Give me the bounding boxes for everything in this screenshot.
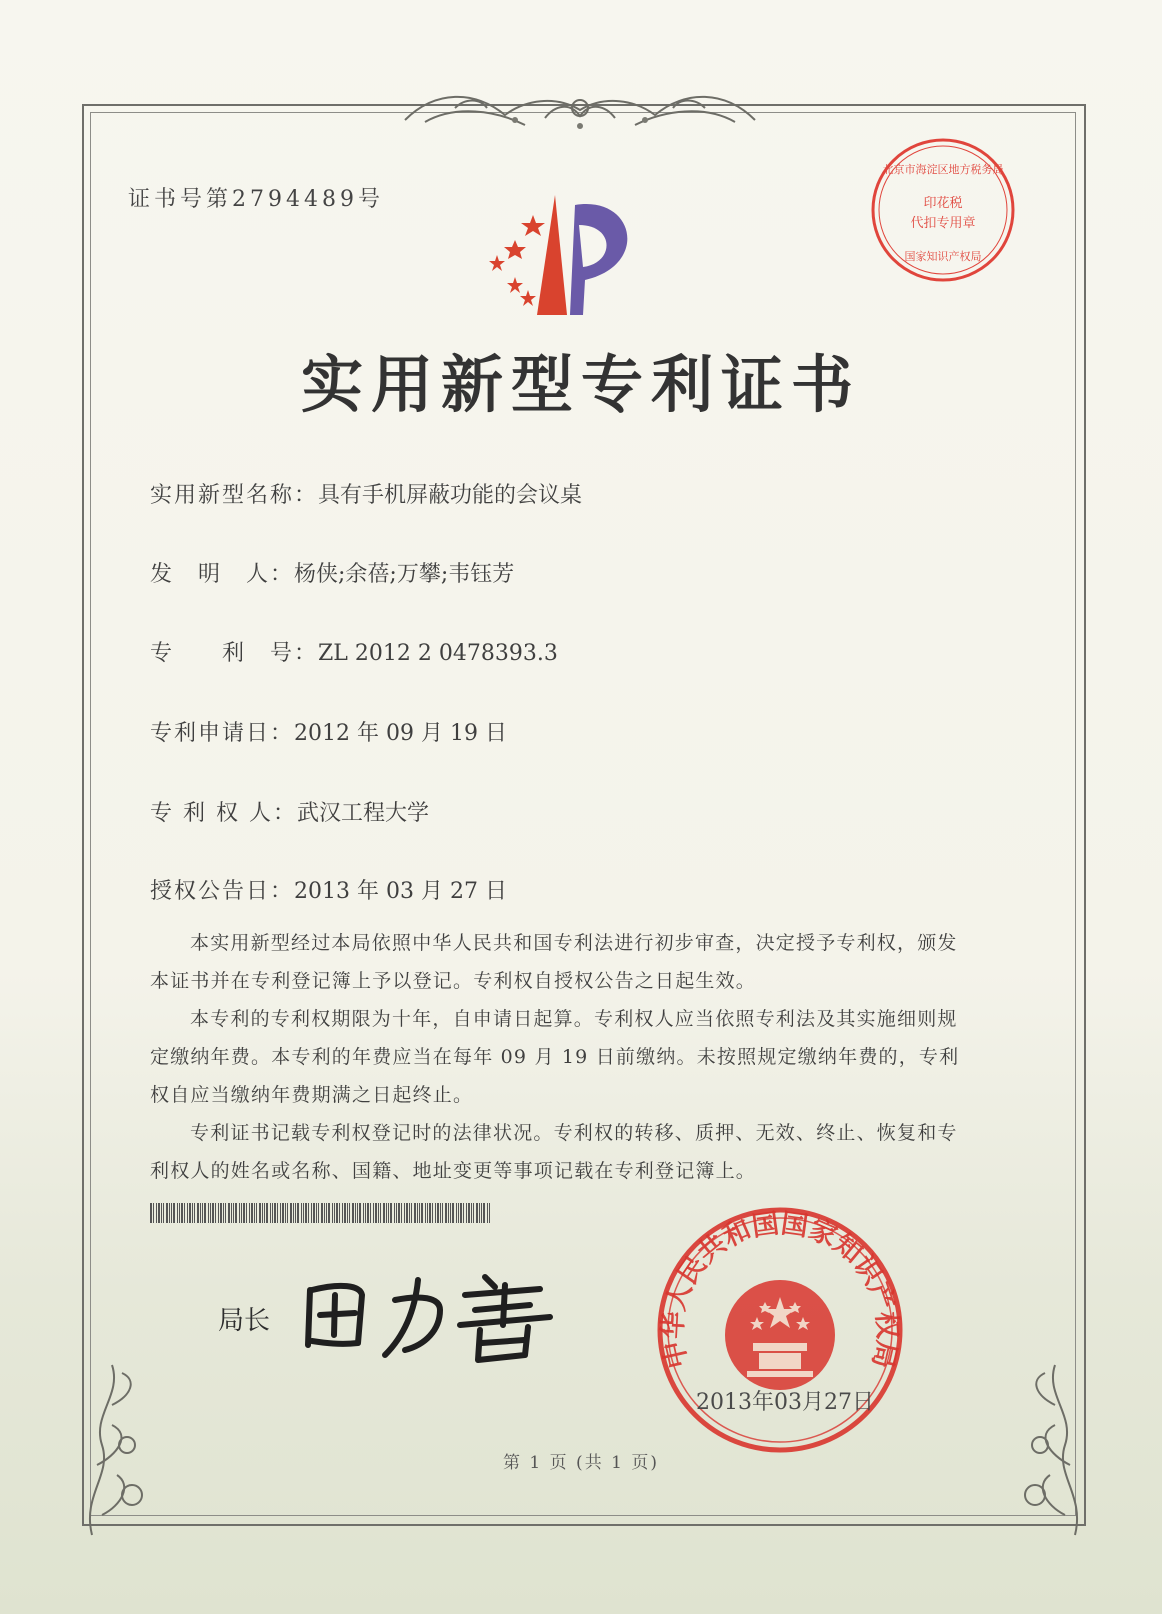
barcode-bar (394, 1203, 395, 1223)
barcode-bar (367, 1203, 369, 1223)
barcode-bar (254, 1203, 255, 1223)
barcode-bar (406, 1203, 408, 1223)
barcode-bar (311, 1203, 312, 1223)
field-value: 2012 年 09 月 19 日 (294, 721, 507, 746)
barcode-bar (274, 1203, 276, 1223)
barcode-bar (442, 1203, 443, 1223)
body-paragraph: 专利证书记载专利权登记时的法律状况。专利权的转移、质押、无效、终止、恢复和专利权人的姓名或名称、国籍、地址变更等事项记载在专利登记簿上。 (150, 1122, 958, 1182)
barcode-bar (189, 1203, 191, 1223)
barcode-bar (349, 1203, 350, 1223)
barcode-bar (287, 1203, 288, 1223)
barcode (150, 1203, 490, 1223)
barcode-bar (233, 1203, 234, 1223)
barcode-bar (197, 1203, 199, 1223)
barcode-bar (452, 1203, 454, 1223)
barcode-bar (429, 1203, 431, 1223)
barcode-bar (169, 1203, 170, 1223)
barcode-bar (401, 1203, 402, 1223)
barcode-bar (301, 1203, 302, 1223)
certificate-number: 证书号第2794489号 (128, 187, 384, 212)
barcode-bar (332, 1203, 333, 1223)
grant-date-field (150, 874, 507, 905)
barcode-bar (308, 1203, 309, 1223)
barcode-bar (313, 1203, 315, 1223)
barcode-bar (161, 1203, 162, 1223)
director-signature (290, 1255, 570, 1365)
barcode-bar (277, 1203, 278, 1223)
barcode-bar (419, 1203, 420, 1223)
barcode-bar (448, 1203, 449, 1223)
barcode-bar (156, 1203, 157, 1223)
barcode-bar (202, 1203, 203, 1223)
field-value: 杨侠;余蓓;万攀;韦钰芳 (294, 562, 515, 587)
application-date-field (150, 716, 507, 747)
field-label: 专 利 号： (150, 641, 319, 666)
barcode-bar (231, 1203, 232, 1223)
certificate-body-text (150, 924, 970, 1190)
barcode-bar (483, 1203, 485, 1223)
barcode-bar (297, 1203, 299, 1223)
barcode-bar (262, 1203, 263, 1223)
barcode-bar (256, 1203, 257, 1223)
barcode-bar (181, 1203, 183, 1223)
barcode-bar (251, 1203, 253, 1223)
svg-text:北京市海淀区地方税务局: 北京市海淀区地方税务局 (882, 163, 1004, 176)
barcode-bar (370, 1203, 371, 1223)
barcode-bar (318, 1203, 319, 1223)
patent-number-field (150, 636, 558, 667)
barcode-bar (458, 1203, 459, 1223)
barcode-bar (334, 1203, 335, 1223)
barcode-bar (409, 1203, 410, 1223)
bottom-right-ornament (985, 1345, 1095, 1545)
barcode-bar (398, 1203, 400, 1223)
barcode-bar (378, 1203, 379, 1223)
barcode-bar (466, 1203, 467, 1223)
barcode-bar (225, 1203, 226, 1223)
barcode-bar (445, 1203, 447, 1223)
barcode-bar (357, 1203, 358, 1223)
barcode-bar (153, 1203, 154, 1223)
barcode-bar (187, 1203, 188, 1223)
svg-text:国家知识产权局: 国家知识产权局 (904, 250, 982, 263)
barcode-bar (421, 1203, 423, 1223)
barcode-bar (177, 1203, 178, 1223)
barcode-bar (243, 1203, 245, 1223)
barcode-bar (435, 1203, 436, 1223)
field-value: 具有手机屏蔽功能的会议桌 (318, 483, 583, 508)
barcode-bar (460, 1203, 462, 1223)
field-value: ZL 2012 2 0478393.3 (318, 641, 558, 666)
barcode-bar (479, 1203, 480, 1223)
barcode-bar (425, 1203, 426, 1223)
field-label: 授权公告日： (150, 879, 295, 904)
barcode-bar (386, 1203, 387, 1223)
barcode-bar (463, 1203, 464, 1223)
barcode-bar (241, 1203, 242, 1223)
barcode-bar (282, 1203, 284, 1223)
barcode-bar (326, 1203, 327, 1223)
barcode-bar (473, 1203, 474, 1223)
official-seal-stamp (655, 1205, 905, 1455)
barcode-bar (476, 1203, 478, 1223)
barcode-bar (264, 1203, 265, 1223)
barcode-bar (192, 1203, 193, 1223)
barcode-bar (246, 1203, 247, 1223)
seal-date: 2013年03月27日 (696, 1390, 874, 1415)
bottom-left-ornament (72, 1345, 182, 1545)
inventors-field (150, 557, 514, 588)
barcode-bar (200, 1203, 201, 1223)
barcode-bar (359, 1203, 361, 1223)
barcode-bar (194, 1203, 195, 1223)
tax-seal-stamp (868, 135, 1018, 285)
barcode-bar (489, 1203, 490, 1223)
field-value: 武汉工程大学 (296, 801, 429, 826)
barcode-bar (220, 1203, 222, 1223)
barcode-bar (166, 1203, 168, 1223)
barcode-bar (295, 1203, 296, 1223)
barcode-bar (210, 1203, 211, 1223)
barcode-bar (432, 1203, 433, 1223)
barcode-bar (184, 1203, 185, 1223)
barcode-bar (249, 1203, 250, 1223)
barcode-bar (344, 1203, 346, 1223)
field-label: 专利申请日： (150, 721, 295, 746)
director-label: 局长 (218, 1306, 271, 1336)
barcode-bar (171, 1203, 172, 1223)
barcode-bar (150, 1203, 152, 1223)
barcode-bar (316, 1203, 317, 1223)
barcode-bar (336, 1203, 338, 1223)
barcode-bar (352, 1203, 354, 1223)
barcode-bar (365, 1203, 366, 1223)
barcode-bar (158, 1203, 160, 1223)
barcode-bar (204, 1203, 206, 1223)
barcode-bar (375, 1203, 377, 1223)
barcode-bar (305, 1203, 307, 1223)
svg-text:代扣专用章: 代扣专用章 (910, 216, 976, 231)
barcode-bar (321, 1203, 323, 1223)
utility-model-name-field (150, 478, 582, 509)
barcode-bar (272, 1203, 273, 1223)
barcode-bar (450, 1203, 451, 1223)
barcode-bar (324, 1203, 325, 1223)
barcode-bar (414, 1203, 416, 1223)
barcode-bar (270, 1203, 271, 1223)
svg-text:印花税: 印花税 (923, 196, 963, 211)
barcode-bar (163, 1203, 164, 1223)
barcode-bar (218, 1203, 219, 1223)
barcode-bar (380, 1203, 381, 1223)
certificate-title: 实用新型专利证书 (300, 348, 861, 421)
barcode-bar (179, 1203, 180, 1223)
barcode-bar (266, 1203, 268, 1223)
top-ornament (395, 80, 765, 135)
field-label: 实用新型名称： (150, 483, 319, 508)
barcode-bar (228, 1203, 230, 1223)
body-paragraph: 本专利的专利权期限为十年，自申请日起算。专利权人应当依照专利法及其实施细则规定缴纳年费。本专利的年费应当在每年 09 月 19 日前缴纳。未按照规定缴纳年费的，专利权自应当缴纳年费期满之日起终止。 (150, 1008, 960, 1106)
barcode-bar (347, 1203, 348, 1223)
barcode-bar (487, 1203, 488, 1223)
barcode-bar (339, 1203, 340, 1223)
barcode-bar (388, 1203, 389, 1223)
field-value: 2013 年 03 月 27 日 (294, 879, 507, 904)
barcode-bar (173, 1203, 175, 1223)
barcode-bar (215, 1203, 216, 1223)
barcode-bar (235, 1203, 237, 1223)
barcode-bar (404, 1203, 405, 1223)
barcode-bar (303, 1203, 304, 1223)
barcode-bar (417, 1203, 418, 1223)
barcode-bar (239, 1203, 240, 1223)
page-number: 第 1 页 (共 1 页) (503, 1453, 659, 1473)
barcode-bar (471, 1203, 472, 1223)
body-paragraph: 本实用新型经过本局依照中华人民共和国专利法进行初步审查，决定授予专利权，颁发本证书并在专利登记簿上予以登记。专利权自授权公告之日起生效。 (150, 932, 958, 992)
barcode-bar (383, 1203, 385, 1223)
barcode-bar (280, 1203, 281, 1223)
barcode-bar (468, 1203, 470, 1223)
barcode-bar (411, 1203, 412, 1223)
barcode-bar (373, 1203, 374, 1223)
barcode-bar (456, 1203, 457, 1223)
svg-text:中华人民共和国国家知识产权局: 中华人民共和国国家知识产权局 (657, 1208, 903, 1372)
barcode-bar (427, 1203, 428, 1223)
barcode-bar (355, 1203, 356, 1223)
field-label: 发 明 人： (150, 562, 295, 587)
barcode-bar (212, 1203, 214, 1223)
field-label: 专 利 权 人： (150, 801, 297, 826)
patentee-field (150, 796, 429, 827)
barcode-bar (440, 1203, 441, 1223)
barcode-bar (363, 1203, 364, 1223)
barcode-bar (396, 1203, 397, 1223)
barcode-bar (481, 1203, 482, 1223)
barcode-bar (208, 1203, 209, 1223)
sipo-logo (475, 185, 645, 320)
barcode-bar (259, 1203, 261, 1223)
barcode-bar (293, 1203, 294, 1223)
barcode-bar (342, 1203, 343, 1223)
barcode-bar (328, 1203, 330, 1223)
barcode-bar (390, 1203, 392, 1223)
barcode-bar (437, 1203, 439, 1223)
barcode-bar (290, 1203, 292, 1223)
barcode-bar (223, 1203, 224, 1223)
barcode-bar (285, 1203, 286, 1223)
